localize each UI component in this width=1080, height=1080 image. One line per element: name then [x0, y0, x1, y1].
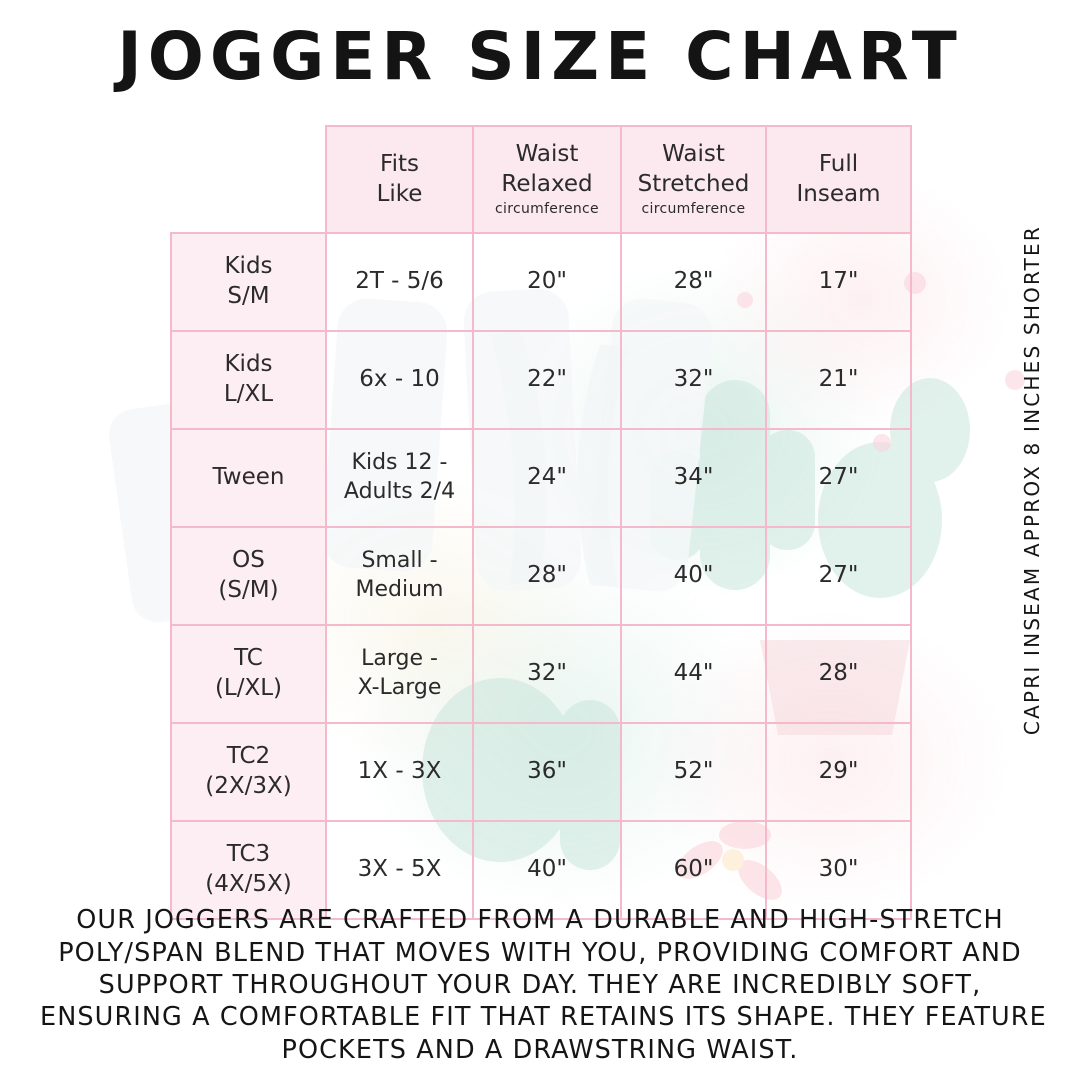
table-row [171, 331, 911, 429]
row-fits-like [326, 429, 473, 527]
row-size-line2: (2X/3X) [205, 773, 292, 799]
header-fits-like-line2: Like [376, 180, 423, 207]
row-waist-stretched: 40" [621, 527, 766, 625]
row-waist-relaxed: 32" [473, 625, 621, 723]
row-waist-stretched: 34" [621, 429, 766, 527]
row-waist-relaxed: 24" [473, 429, 621, 527]
table-row [171, 233, 911, 331]
row-fits-line1: 3X - 5X [357, 856, 442, 883]
row-waist-stretched: 44" [621, 625, 766, 723]
row-fits-line2: X-Large [357, 675, 442, 700]
row-size-line1: TC [234, 645, 263, 672]
row-size-label [171, 233, 326, 331]
table-header-row [171, 126, 911, 233]
row-fits-like [326, 233, 473, 331]
header-fits-like-line1: Fits [380, 151, 419, 178]
footer-line-5: POCKETS AND A DRAWSTRING WAIST. [281, 1034, 799, 1065]
row-size-line1: TC2 [226, 743, 271, 770]
row-full-inseam: 21" [766, 331, 911, 429]
header-full-inseam [766, 126, 911, 233]
header-waist-stretched-sub: circumference [641, 200, 746, 217]
row-fits-like [326, 625, 473, 723]
row-waist-stretched: 32" [621, 331, 766, 429]
size-chart-table [170, 125, 912, 920]
row-size-line1: Kids [224, 253, 273, 280]
row-waist-stretched: 52" [621, 723, 766, 821]
size-chart-table-wrapper [170, 125, 912, 920]
row-size-line2: (L/XL) [214, 675, 283, 701]
header-waist-relaxed-sub: circumference [495, 200, 599, 217]
table-row [171, 723, 911, 821]
row-size-line2: (S/M) [218, 577, 279, 603]
table-row [171, 625, 911, 723]
row-size-line1: TC3 [226, 841, 271, 868]
row-size-line2: (4X/5X) [205, 871, 292, 897]
footer-line-1: OUR JOGGERS ARE CRAFTED FROM A DURABLE AND HIGH-STRETCH [76, 905, 1004, 936]
footer-line-4: ENSURING A COMFORTABLE FIT THAT RETAINS ITS SHAPE. THEY FEATURE [40, 1002, 1047, 1033]
row-fits-line1: 2T - 5/6 [355, 268, 444, 295]
row-fits-line2: Adults 2/4 [343, 479, 456, 504]
row-full-inseam: 28" [766, 625, 911, 723]
capri-inseam-note-text: CAPRI INSEAM APPROX 8 INCHES SHORTER [1020, 225, 1044, 736]
row-size-line1: Tween [212, 464, 285, 491]
table-row [171, 527, 911, 625]
row-fits-line1: Kids 12 - [351, 450, 448, 476]
footer-description [40, 904, 1047, 1066]
header-fits-like [326, 126, 473, 233]
row-fits-line1: 6x - 10 [359, 366, 440, 393]
row-size-label [171, 625, 326, 723]
header-corner-cell [171, 126, 326, 233]
row-fits-line1: Large - [361, 646, 438, 672]
row-full-inseam: 27" [766, 429, 911, 527]
row-waist-stretched: 60" [621, 821, 766, 919]
row-waist-relaxed: 36" [473, 723, 621, 821]
row-fits-line2: Medium [355, 577, 444, 602]
page-title: JOGGER SIZE CHART [117, 18, 963, 95]
row-fits-line1: Small - [361, 548, 438, 574]
row-size-line1: OS [232, 547, 265, 574]
row-size-line2: L/XL [223, 381, 274, 407]
row-fits-like [326, 723, 473, 821]
row-waist-relaxed: 40" [473, 821, 621, 919]
row-fits-line1: 1X - 3X [357, 758, 442, 785]
header-full-inseam-line2: Inseam [796, 180, 881, 207]
row-size-label [171, 723, 326, 821]
header-waist-relaxed-line1: Waist [515, 141, 579, 168]
row-fits-like [326, 331, 473, 429]
header-waist-stretched-line1: Waist [662, 141, 725, 168]
row-size-label [171, 331, 326, 429]
header-waist-stretched-line2: Stretched [637, 170, 750, 197]
row-fits-like [326, 527, 473, 625]
row-size-line1: Kids [224, 351, 273, 378]
header-full-inseam-line1: Full [818, 151, 859, 178]
header-waist-relaxed-line2: Relaxed [501, 170, 593, 197]
row-waist-stretched: 28" [621, 233, 766, 331]
table-row [171, 429, 911, 527]
row-size-label [171, 527, 326, 625]
row-waist-relaxed: 22" [473, 331, 621, 429]
row-waist-relaxed: 20" [473, 233, 621, 331]
row-size-line2: S/M [227, 283, 270, 309]
row-full-inseam: 27" [766, 527, 911, 625]
row-size-label [171, 429, 326, 527]
header-waist-relaxed [473, 126, 621, 233]
footer-line-2: POLY/SPAN BLEND THAT MOVES WITH YOU, PROVIDING COMFORT AND [58, 937, 1022, 968]
row-waist-relaxed: 28" [473, 527, 621, 625]
row-full-inseam: 29" [766, 723, 911, 821]
header-waist-stretched [621, 126, 766, 233]
row-full-inseam: 17" [766, 233, 911, 331]
capri-inseam-note [1012, 225, 1052, 825]
footer-line-3: SUPPORT THROUGHOUT YOUR DAY. THEY ARE INCREDIBLY SOFT, [98, 969, 982, 1000]
row-full-inseam: 30" [766, 821, 911, 919]
